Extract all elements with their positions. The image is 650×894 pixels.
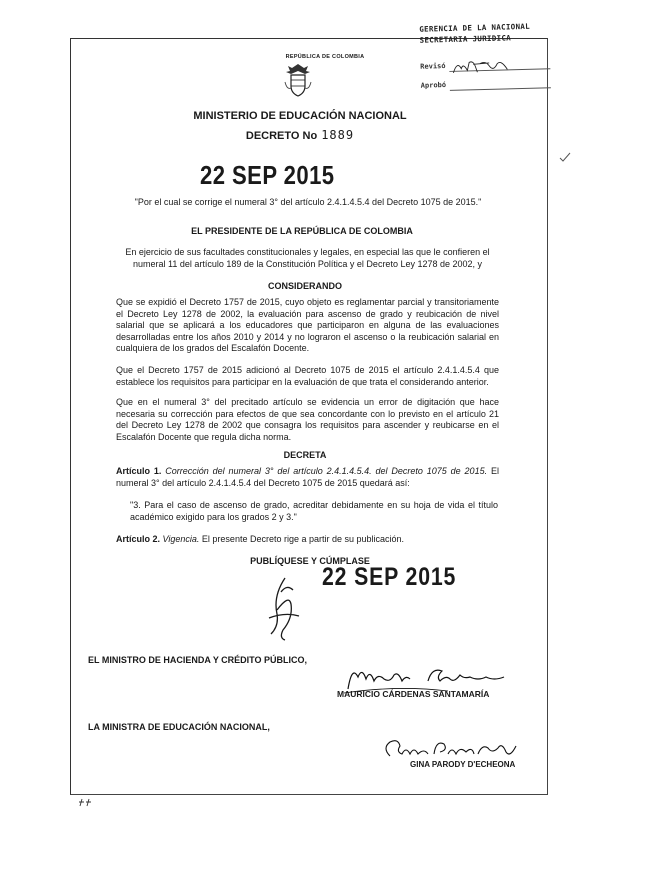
handwritten-initials-icon [78,796,108,808]
article-1-title: Corrección del numeral 3° del artículo 2.4.1.4.5.4. del Decreto 1075 de 2015. [165,466,488,476]
decreta-heading: DECRETA [283,450,327,460]
stamp-line-1: GERENCIA DE LA NACIONAL [419,21,531,34]
ministry-title: MINISTERIO DE EDUCACIÓN NACIONAL [193,110,407,122]
decree-subject: "Por el cual se corrige el numeral 3° del artículo 2.4.1.4.5.4 del Decreto 1075 de 2015." [134,197,482,207]
review-stamp [419,20,551,91]
signing-date: 22 SEP 2015 [322,563,457,591]
education-minister-title: LA MINISTRA DE EDUCACIÓN NACIONAL, [88,722,270,732]
stamp-revisado-line [449,56,550,72]
stamp-revisado-label: Revisó [420,62,446,71]
stamp-line-2: SECRETARIA JURIDICA [419,33,512,45]
article-2 [116,534,499,546]
republic-label: REPÚBLICA DE COLOMBIA [285,54,365,60]
president-heading: EL PRESIDENTE DE LA REPÚBLICA DE COLOMBIA [191,226,413,236]
president-signature-icon [255,574,315,644]
article-2-title: Vigencia. [162,534,200,544]
article-1 [116,466,499,489]
decree-label: DECRETO No [245,130,318,142]
intro-paragraph: En ejercicio de sus facultades constitucionales y legales, en especial las que le confieren el numeral 11 del artículo 189 de la Constitución Política y el Decreto Ley 1278 de 2002, y [125,247,490,269]
considerando-paragraph: Que se expidió el Decreto 1757 de 2015, cuyo objeto es reglamentar parcial y transitoriamente el Decreto Ley 1278 de 2002, la evaluación para ascenso de grado y reubicación de nivel salarial que se aplicará a los educadores que participaron en alguna de las evaluaciones desarrolladas entre los años 2010 y 2014 y no lograron el ascenso o la reubicación salarial en cualquiera de los grados del Escalafón Docente. [116,297,499,353]
article-1-text: El numeral 3° del artículo 2.4.1.4.5.4 del Decreto 1075 de 2015 quedará así: [116,466,499,488]
article-1-label: Artículo 1. [116,466,162,476]
handwritten-initials-icon [449,57,519,75]
article-2-text: El presente Decreto rige a partir de su publicación. [201,534,405,544]
decree-line [210,128,390,142]
decree-number: 1889 [321,128,355,142]
decree-date: 22 SEP 2015 [200,160,335,190]
article-2-label: Artículo 2. [116,534,161,544]
considerando-heading: CONSIDERANDO [267,281,342,291]
check-mark-icon [558,150,572,164]
considerando-paragraph: Que el Decreto 1757 de 2015 adicionó al Decreto 1075 de 2015 el artículo 2.4.1.4.5.4 que establece los requisitos para participar en la evaluación de que trata el considerando anterior. [116,365,499,387]
stamp-aprobo-label: Aprobó [420,81,447,90]
hacienda-minister-title: EL MINISTRO DE HACIENDA Y CRÉDITO PÚBLICO, [88,655,308,665]
considerando-paragraph: Que en el numeral 3° del precitado artículo se evidencia un error de digitación que hace necesaria su corrección para efectos de que sea concordante con lo previsto en el artículo 21 del Decreto Ley 1278 de 2002 que consagra los requisitos para ascender y reubicarse en el Escalafón Docente que regula dicha norma. [116,397,499,442]
article-1-quote: "3. Para el caso de ascenso de grado, acreditar debidamente en su hoja de vida el título académico exigido para los grados 2 y 3." [130,500,498,522]
hacienda-minister-name: MAURICIO CÁRDENAS SANTAMARÍA [337,689,490,699]
stamp-revisado-row [420,56,550,72]
stamp-aprobo-line [450,75,551,91]
coat-of-arms-icon [282,62,314,98]
education-minister-name: GINA PARODY D'ECHEONA [410,760,516,769]
publiquese-label: PUBLÍQUESE Y CÚMPLASE [250,556,370,566]
